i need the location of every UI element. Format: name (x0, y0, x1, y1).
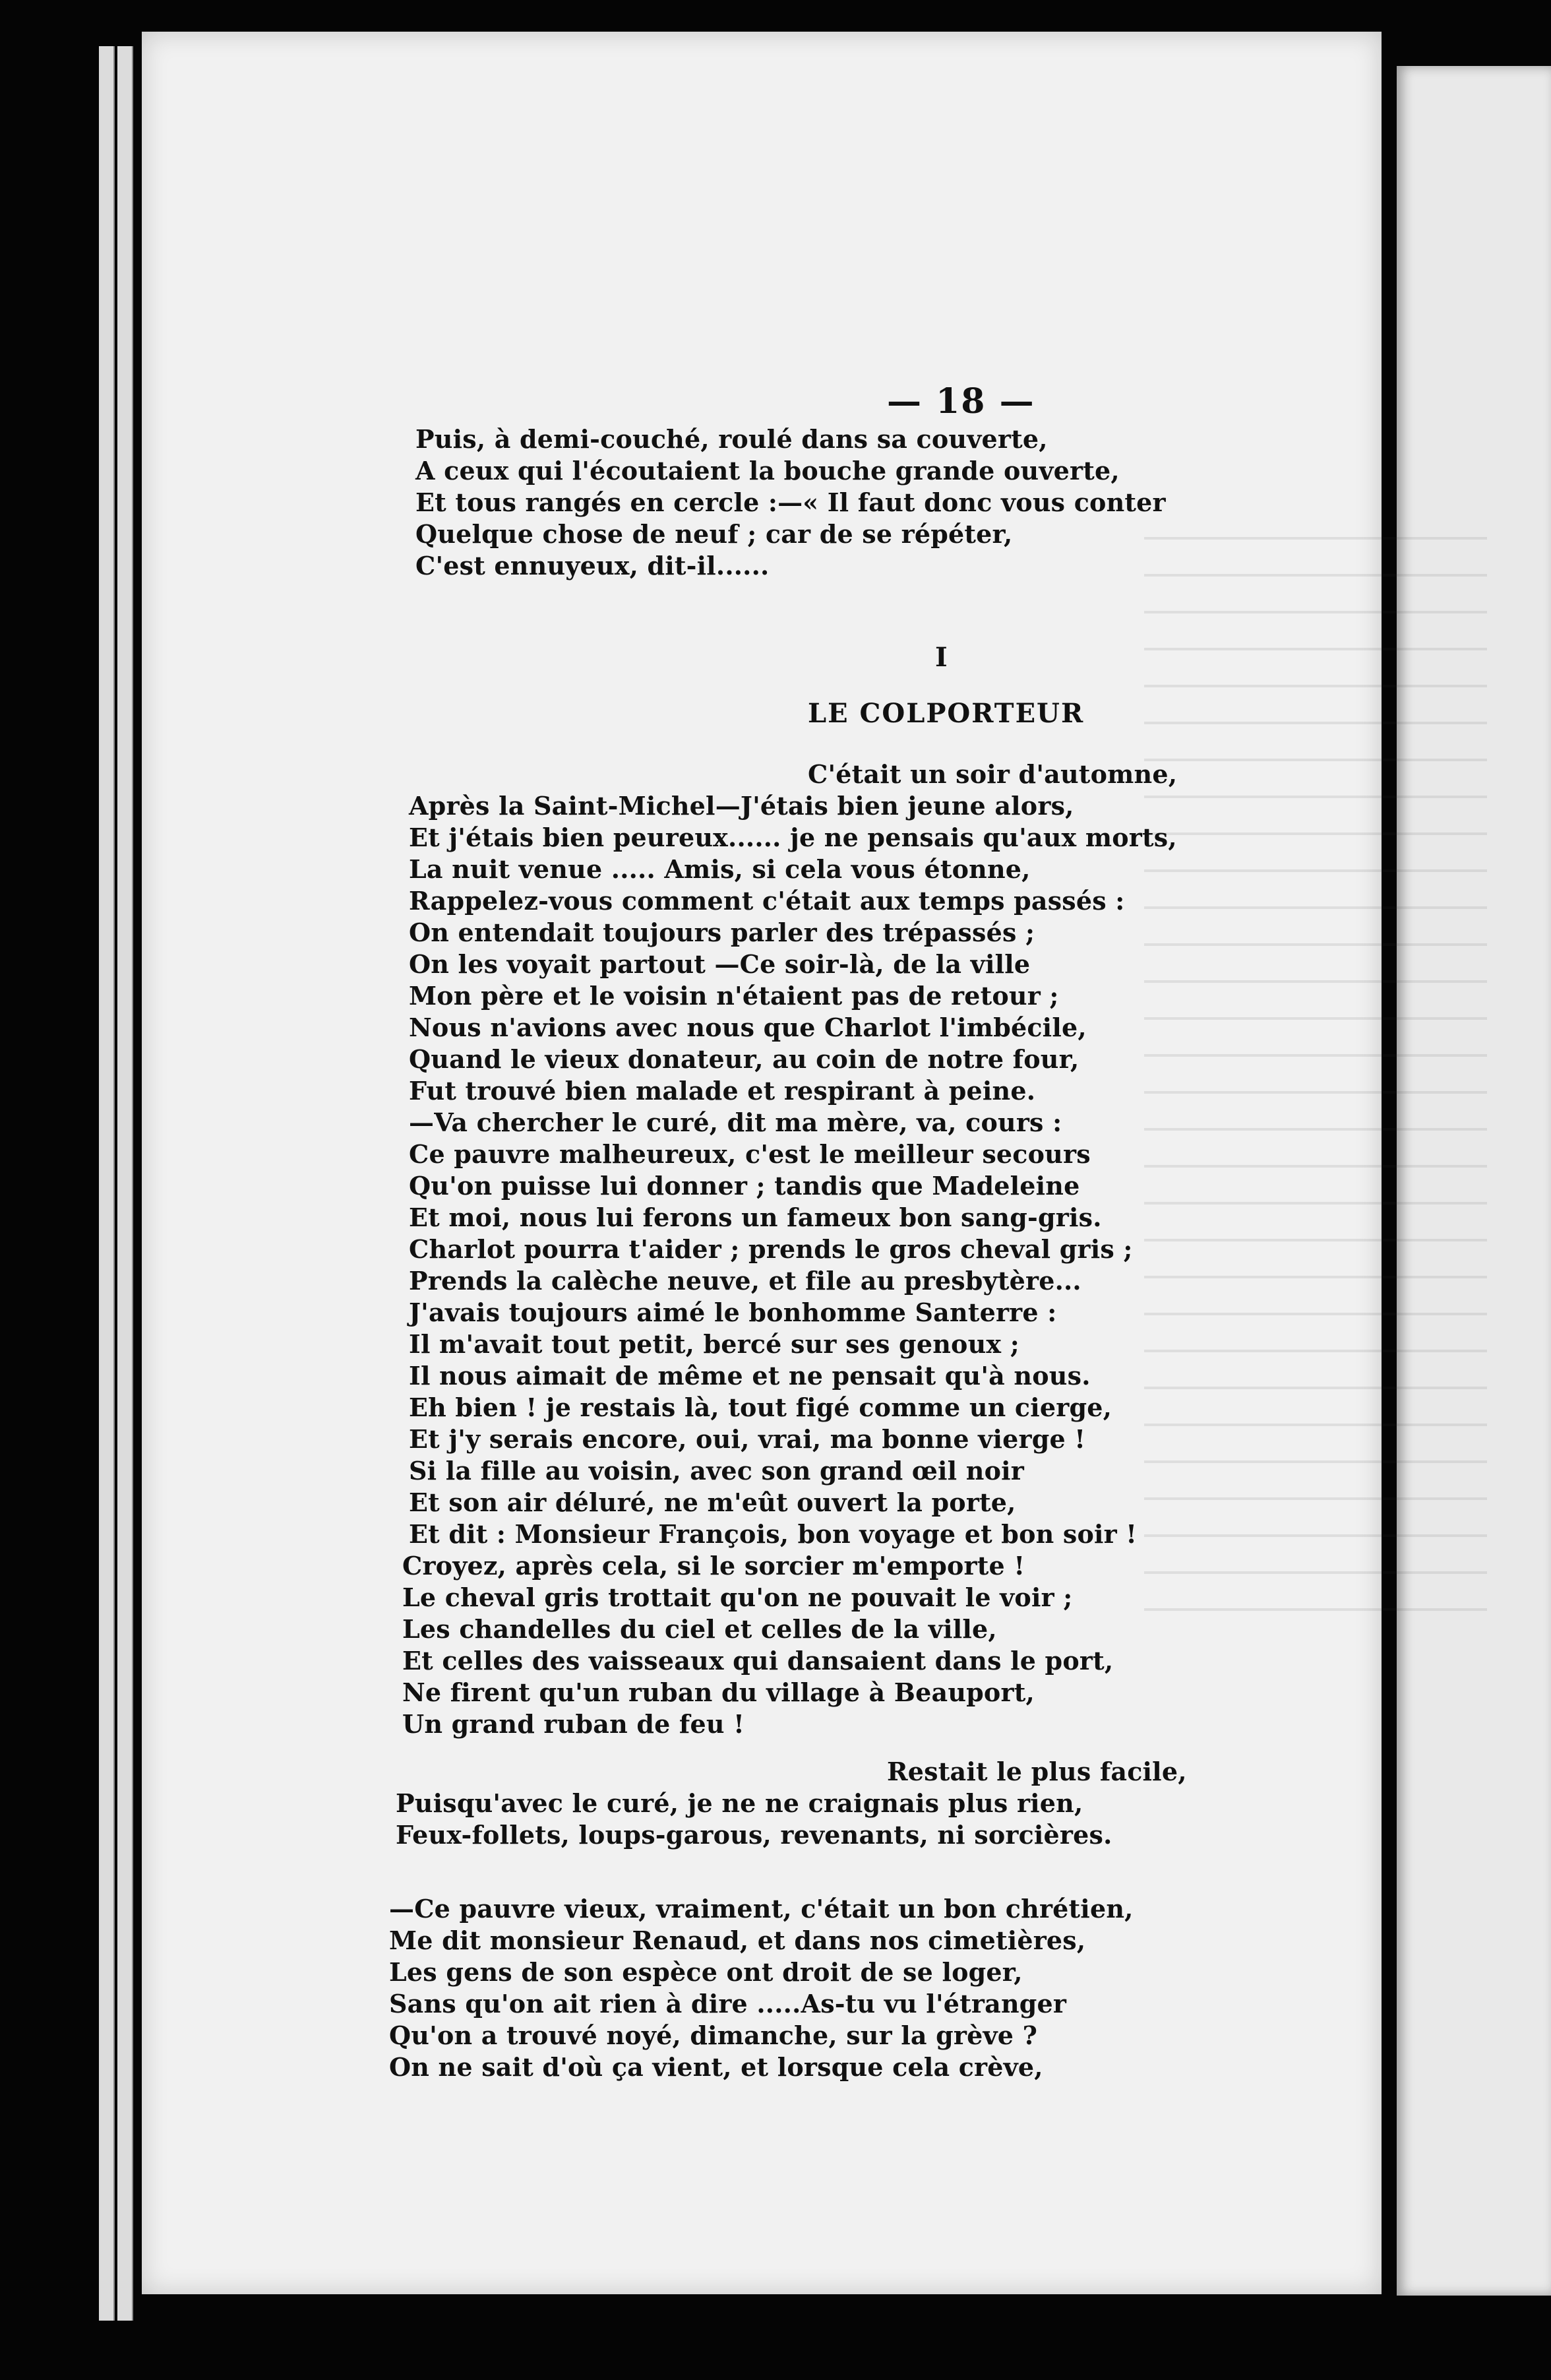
section-title: LE COLPORTEUR (808, 698, 1085, 729)
poem-line: Eh bien ! je restais là, tout figé comme un cierge, (409, 1393, 1112, 1422)
intro-line: Puis, à demi-couché, roulé dans sa couverte, (415, 424, 1048, 454)
intro-line: C'est ennuyeux, dit-il...... (415, 551, 770, 580)
poem-line: —Va chercher le curé, dit ma mère, va, cours : (409, 1108, 1062, 1137)
poem-line: Croyez, après cela, si le sorcier m'emporte ! (402, 1551, 1025, 1581)
poem-line: Feux-follets, loups-garous, revenants, ni sorcières. (396, 1820, 1112, 1850)
poem-line: On les voyait partout —Ce soir-là, de la ville (409, 949, 1031, 979)
poem-line: Les gens de son espèce ont droit de se loger, (389, 1957, 1023, 1987)
poem-line: —Ce pauvre vieux, vraiment, c'était un bon chrétien, (389, 1894, 1134, 1924)
poem-line: Charlot pourra t'aider ; prends le gros cheval gris ; (409, 1234, 1133, 1264)
poem-line: Un grand ruban de feu ! (402, 1709, 745, 1739)
poem-line: Si la fille au voisin, avec son grand œil noir (409, 1456, 1024, 1486)
poem-line: Nous n'avions avec nous que Charlot l'imbécile, (409, 1013, 1087, 1042)
poem-line: Et j'étais bien peureux...... je ne pensais qu'aux morts, (409, 823, 1177, 852)
poem-line: Me dit monsieur Renaud, et dans nos cimetières, (389, 1926, 1086, 1955)
poem-line: Qu'on a trouvé noyé, dimanche, sur la grève ? (389, 2020, 1038, 2050)
poem-line: Et j'y serais encore, oui, vrai, ma bonne vierge ! (409, 1424, 1086, 1454)
poem-line: Il nous aimait de même et ne pensait qu'à nous. (409, 1361, 1091, 1391)
poem-line: Qu'on puisse lui donner ; tandis que Madeleine (409, 1171, 1080, 1201)
page-text (142, 32, 1382, 2294)
intro-line: Et tous rangés en cercle :—« Il faut donc vous conter (415, 487, 1166, 517)
poem-line: Et moi, nous lui ferons un fameux bon sang-gris. (409, 1203, 1102, 1232)
section-number: I (935, 642, 948, 673)
poem-line: Restait le plus facile, (887, 1757, 1187, 1786)
poem-line: Et son air déluré, ne m'eût ouvert la porte, (409, 1488, 1016, 1517)
poem-line: La nuit venue ..... Amis, si cela vous étonne, (409, 854, 1031, 884)
poem-line: J'avais toujours aimé le bonhomme Santerre : (409, 1298, 1057, 1327)
poem-line: Quand le vieux donateur, au coin de notre four, (409, 1044, 1080, 1074)
poem-line: Et dit : Monsieur François, bon voyage et bon soir ! (409, 1519, 1138, 1549)
poem-line: Les chandelles du ciel et celles de la ville, (402, 1614, 997, 1644)
poem-line: Rappelez-vous comment c'était aux temps passés : (409, 886, 1125, 916)
poem-line: Le cheval gris trottait qu'on ne pouvait le voir ; (402, 1582, 1073, 1612)
page-stack-edge-1 (99, 46, 115, 2321)
book-page (142, 32, 1382, 2294)
poem-line: Prends la calèche neuve, et file au presbytère... (409, 1266, 1081, 1296)
intro-line: Quelque chose de neuf ; car de se répéter, (415, 519, 1013, 549)
poem-line: Après la Saint-Michel—J'étais bien jeune alors, (409, 791, 1074, 821)
poem-line: Ce pauvre malheureux, c'est le meilleur secours (409, 1139, 1091, 1169)
poem-line: Mon père et le voisin n'étaient pas de retour ; (409, 981, 1059, 1011)
poem-line: Puisqu'avec le curé, je ne ne craignais plus rien, (396, 1788, 1083, 1818)
poem-line: Sans qu'on ait rien à dire .....As-tu vu l'étranger (389, 1989, 1067, 2019)
page-stack-edge-2 (117, 46, 133, 2321)
poem-line: Ne firent qu'un ruban du village à Beauport, (402, 1677, 1035, 1707)
poem-line: On ne sait d'où ça vient, et lorsque cela crève, (389, 2052, 1043, 2082)
poem-line: Fut trouvé bien malade et respirant à peine. (409, 1076, 1036, 1106)
poem-line: C'était un soir d'automne, (808, 759, 1178, 789)
intro-line: A ceux qui l'écoutaient la bouche grande ouverte, (415, 456, 1120, 485)
poem-line: On entendait toujours parler des trépassés ; (409, 918, 1035, 947)
poem-line: Et celles des vaisseaux qui dansaient dans le port, (402, 1646, 1114, 1675)
poem-line: Il m'avait tout petit, bercé sur ses genoux ; (409, 1329, 1019, 1359)
page-number: — 18 — (887, 381, 1035, 422)
